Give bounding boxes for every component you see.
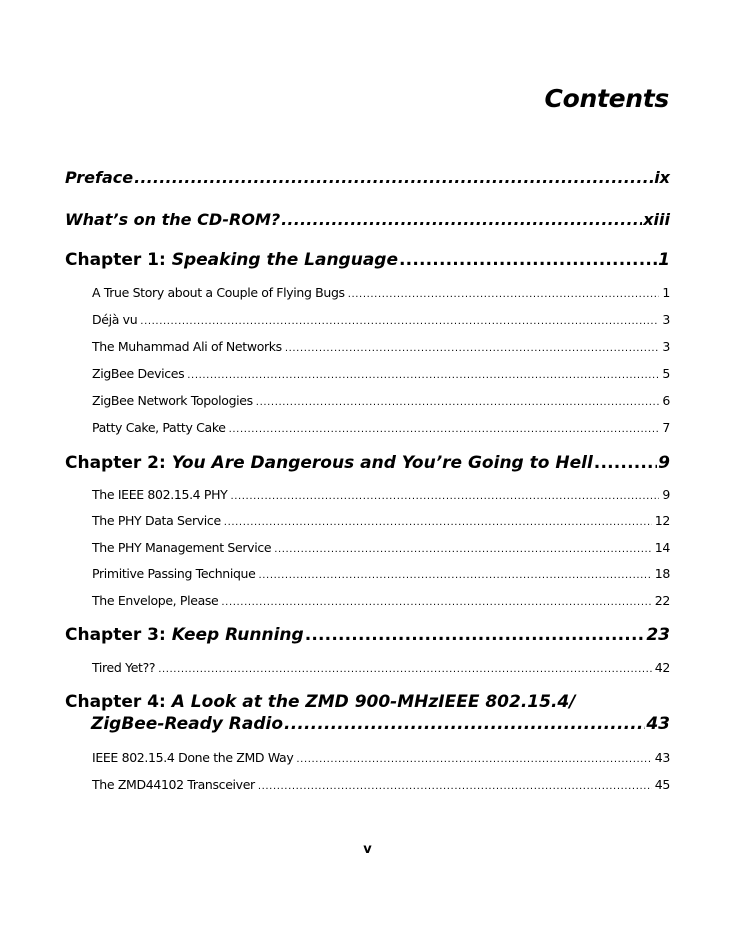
section-label: The Muhammad Ali of Networks (92, 339, 282, 354)
dot-leader (229, 424, 660, 435)
chapter-title: You Are Dangerous and You’re Going to Hell (171, 453, 593, 473)
toc-chapter-1[interactable] (65, 250, 670, 270)
section-page: 43 (654, 750, 670, 765)
chapter-page: 9 (658, 453, 670, 473)
section-page: 12 (654, 513, 670, 528)
section-page: 9 (662, 487, 670, 502)
section-label: Patty Cake, Patty Cake (92, 420, 226, 435)
chapter-page: 1 (658, 250, 670, 270)
page-number: v (363, 842, 372, 857)
entry-label: Preface (65, 168, 134, 187)
section-page: 3 (662, 339, 670, 354)
dot-leader (230, 491, 659, 502)
dot-leader (348, 289, 660, 300)
section-page: 1 (662, 285, 670, 300)
chapter-title: A Look at the ZMD 900-MHzIEEE 802.15.4/ (171, 692, 576, 712)
section-page: 7 (662, 420, 670, 435)
toc-entry-cd-rom[interactable] (65, 210, 670, 229)
dot-leader (258, 781, 652, 792)
section-page: 14 (654, 540, 670, 555)
toc-chapter-4[interactable] (65, 692, 670, 734)
toc-section[interactable] (92, 366, 670, 381)
section-label: ZigBee Devices (92, 366, 185, 381)
section-page: 45 (654, 777, 670, 792)
toc-chapter-3[interactable] (65, 625, 670, 645)
chapter-page: 43 (646, 714, 670, 734)
toc-chapter-2[interactable] (65, 453, 670, 473)
toc-section[interactable] (92, 393, 670, 408)
chapter-title: Speaking the Language (171, 250, 398, 270)
dot-leader (296, 754, 651, 765)
dot-leader (284, 714, 645, 734)
dot-leader (224, 517, 652, 528)
chapter-page: 23 (646, 625, 670, 645)
toc-section[interactable] (92, 540, 670, 555)
section-label: IEEE 802.15.4 Done the ZMD Way (92, 750, 294, 765)
section-page: 22 (654, 593, 670, 608)
chapter-title-line-1 (65, 692, 670, 712)
toc-section[interactable] (92, 487, 670, 502)
entry-label: What’s on the CD-ROM? (65, 210, 281, 229)
toc-section[interactable] (92, 777, 670, 792)
dot-leader (158, 664, 652, 675)
section-page: 6 (662, 393, 670, 408)
section-label: The IEEE 802.15.4 PHY (92, 487, 228, 502)
chapter-number: Chapter 3: (65, 625, 166, 645)
entry-page: xiii (643, 210, 670, 229)
section-label: The PHY Data Service (92, 513, 221, 528)
toc-section[interactable] (92, 660, 670, 675)
section-label: The PHY Management Service (92, 540, 272, 555)
section-page: 42 (654, 660, 670, 675)
dot-leader (258, 570, 651, 581)
dot-leader (256, 397, 660, 408)
dot-leader (305, 625, 646, 645)
toc-section[interactable] (92, 566, 670, 581)
toc-section[interactable] (92, 593, 670, 608)
section-label: A True Story about a Couple of Flying Bugs (92, 285, 345, 300)
toc-section[interactable] (92, 513, 670, 528)
dot-leader (134, 168, 653, 187)
toc-section[interactable] (92, 312, 670, 327)
toc-section[interactable] (92, 750, 670, 765)
section-label: The Envelope, Please (92, 593, 219, 608)
dot-leader (285, 343, 660, 354)
section-page: 3 (662, 312, 670, 327)
toc-section[interactable] (92, 339, 670, 354)
page-title: Contents (544, 84, 669, 113)
dot-leader (140, 316, 659, 327)
section-label: Déjà vu (92, 312, 138, 327)
dot-leader (594, 453, 657, 473)
chapter-number: Chapter 1: (65, 250, 166, 270)
chapter-title: Keep Running (171, 625, 304, 645)
section-label: Tired Yet?? (92, 660, 156, 675)
toc-entry-preface[interactable] (65, 168, 670, 187)
section-label: The ZMD44102 Transceiver (92, 777, 255, 792)
dot-leader (274, 544, 652, 555)
section-label: Primitive Passing Technique (92, 566, 256, 581)
dot-leader (187, 370, 659, 381)
chapter-title-continued: ZigBee-Ready Radio (91, 714, 284, 734)
chapter-number: Chapter 4: (65, 692, 166, 712)
section-page: 5 (662, 366, 670, 381)
chapter-title-line-2 (65, 714, 670, 734)
chapter-number: Chapter 2: (65, 453, 166, 473)
entry-page: ix (654, 168, 670, 187)
dot-leader (221, 597, 651, 608)
dot-leader (281, 210, 642, 229)
toc-section[interactable] (92, 420, 670, 435)
dot-leader (399, 250, 657, 270)
toc-section[interactable] (92, 285, 670, 300)
section-page: 18 (654, 566, 670, 581)
section-label: ZigBee Network Topologies (92, 393, 253, 408)
